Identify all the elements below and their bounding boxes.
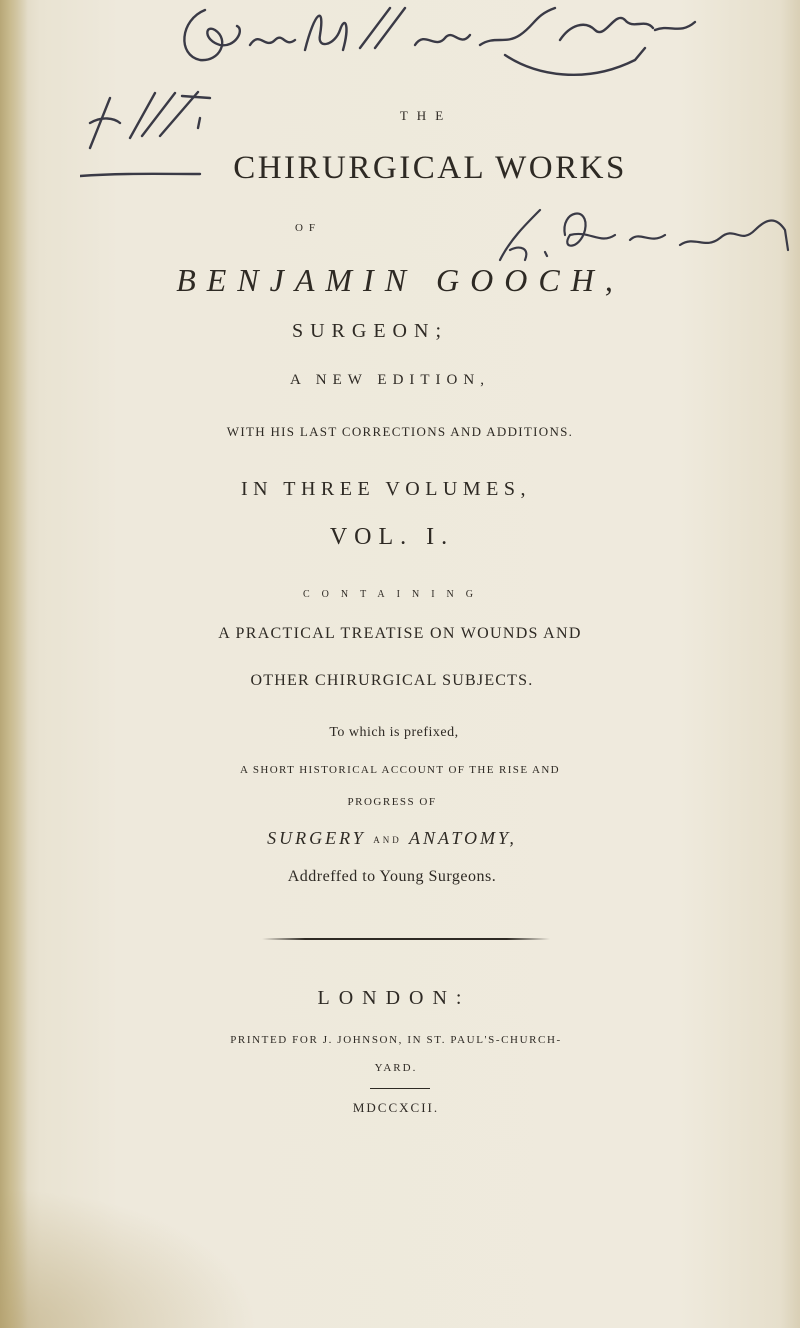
- to-which-prefixed: To which is prefixed,: [329, 725, 459, 740]
- anatomy-word: ANATOMY,: [408, 828, 517, 848]
- author-profession: SURGEON;: [291, 320, 448, 342]
- addressed-line: Addreffed to Young Surgeons.: [287, 868, 497, 885]
- publication-date: MDCCXCII.: [352, 1100, 440, 1115]
- imprint-line: PRINTED FOR J. JOHNSON, IN ST. PAUL'S-CHURCH-: [230, 1034, 562, 1046]
- handwritten-signature-icon: [175, 0, 715, 90]
- containing-label: CONTAINING: [303, 589, 485, 600]
- author-name: BENJAMIN GOOCH,: [176, 262, 624, 298]
- volume-number: VOL. I.: [329, 524, 455, 550]
- book-title: CHIRURGICAL WORKS: [233, 150, 627, 186]
- divider-rule: [262, 938, 550, 940]
- edition-statement: A NEW EDITION,: [290, 372, 490, 388]
- surgery-word: SURGERY: [267, 828, 366, 848]
- corrections-line: WITH HIS LAST CORRECTIONS AND ADDITIONS.: [226, 424, 574, 439]
- page-edge-stain: [0, 0, 28, 1328]
- imprint-line-continued: YARD.: [374, 1062, 418, 1074]
- title-of: OF: [294, 222, 322, 234]
- corner-stain: [0, 1188, 260, 1328]
- short-divider-rule: [370, 1088, 430, 1089]
- historical-account-line: A SHORT HISTORICAL ACCOUNT OF THE RISE AND: [239, 764, 561, 776]
- title-the: THE: [399, 108, 453, 123]
- treatise-line-2: OTHER CHIRURGICAL SUBJECTS.: [250, 672, 534, 689]
- progress-of-line: PROGRESS OF: [347, 796, 437, 808]
- treatise-line-1: A PRACTICAL TREATISE ON WOUNDS AND: [218, 625, 582, 642]
- and-word: AND: [373, 834, 402, 845]
- surgery-anatomy-line: [0, 828, 792, 849]
- imprint-city: LONDON:: [317, 987, 471, 1009]
- volumes-statement: IN THREE VOLUMES,: [241, 478, 531, 500]
